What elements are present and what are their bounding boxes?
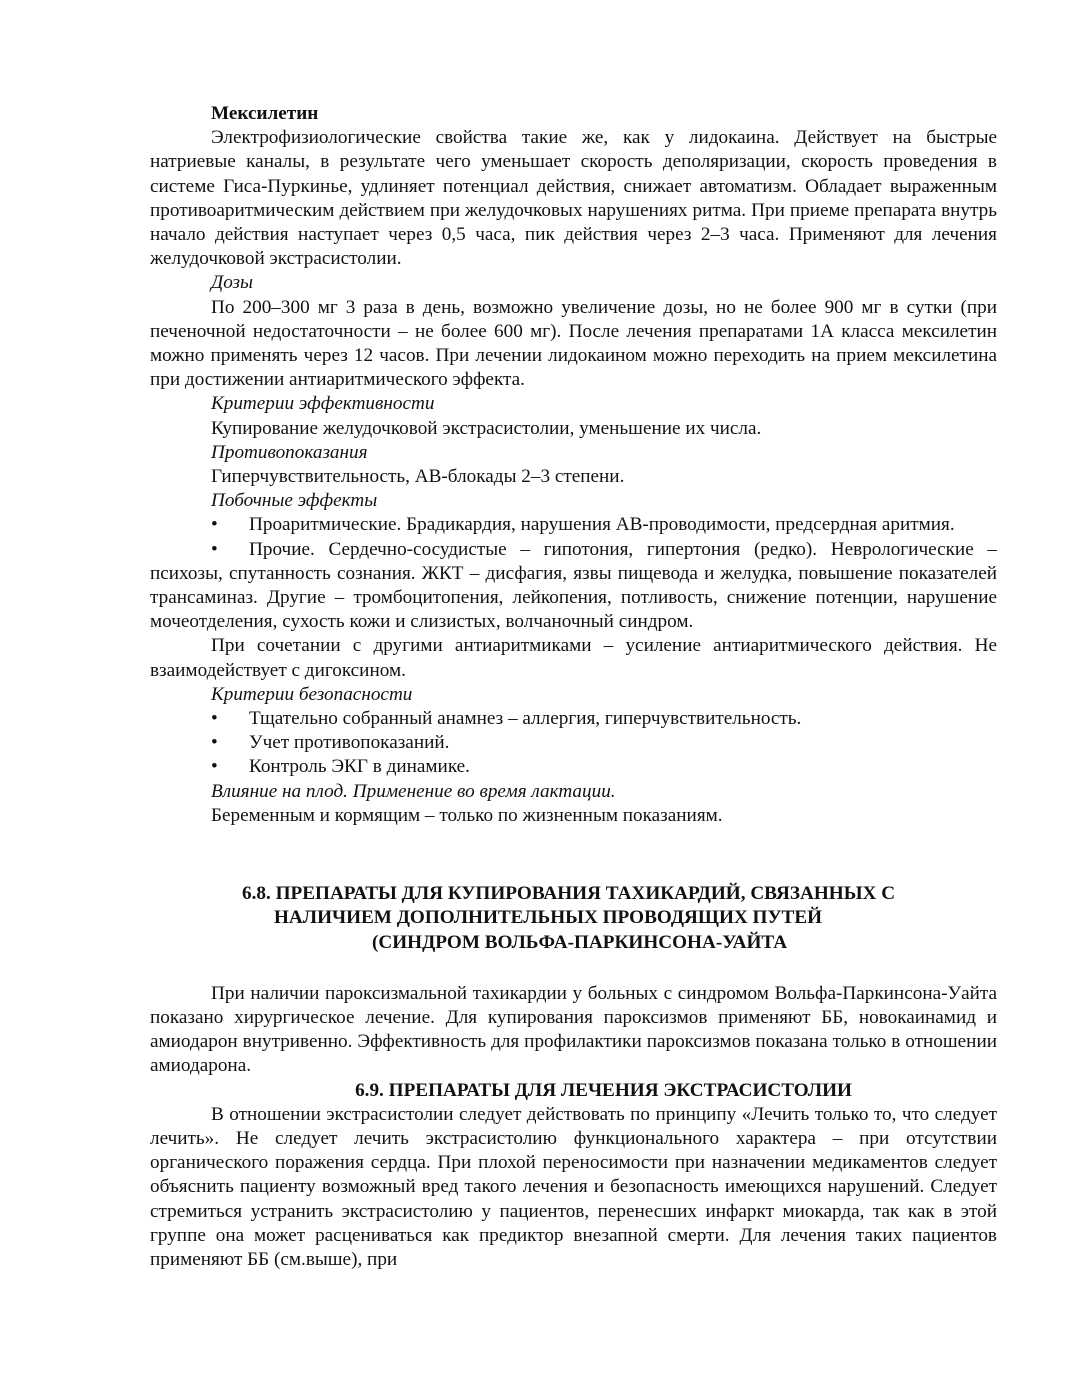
bullet-marker: • [211,732,218,754]
side-effect-item: • Проаритмические. Брадикардия, нарушения АВ-проводимости, предсердная аритмия. [150,513,997,537]
fetus-label: Влияние на плод. Применение во время лактации. [211,780,616,802]
safety-label: Критерии безопасности [211,683,413,705]
section-6-9-text: В отношении экстрасистолии следует действовать по принципу «Лечить только то, что следует лечить». Не следует лечить экстрасистолию функционального характера – при отсутствии органического поражения сердца. При плохой переносимости при назначении медикаментов следует объяснить пациенту возможный вред такого лечения и безопасность имеющихся нарушений. Следует стремиться устранить экстрасистолию у пациентов, перенесших инфаркт миокарда, так как в этой группе она может расцениваться как предиктор внезапной смерти. Для лечения таких пациентов применяют ББ (см.выше), при [150,1103,997,1270]
safety-item: • Тщательно собранный анамнез – аллергия, гиперчувствительность. [150,707,997,731]
section-title-mexiletine: Мексилетин [211,103,319,124]
section-heading-6-8: 6.8. ПРЕПАРАТЫ ДЛЯ КУПИРОВАНИЯ ТАХИКАРДИЙ, СВЯЗАННЫХ С НАЛИЧИЕМ ДОПОЛНИТЕЛЬНЫХ ПРОВОДЯЩИХ ПУТЕЙ (СИНДРОМ ВОЛЬФА-ПАРКИНСОНА-УАЙТА [242,883,896,953]
bullet-marker: • [211,538,218,560]
bullet-marker: • [211,756,218,778]
section-heading-6-9: 6.9. ПРЕПАРАТЫ ДЛЯ ЛЕЧЕНИЯ ЭКСТРАСИСТОЛИИ [355,1079,852,1101]
safety-item: • Учет противопоказаний. [150,731,997,755]
efficacy-label: Критерии эффективности [211,393,435,415]
side-effect-item: • Прочие. Сердечно-сосудистые – гипотония, гипертония (редко). Неврологические – психозы, спутанность сознания. ЖКТ – дисфагия, язвы пищевода и желудка, повышение показателей трансаминаз. Другие – тромбоцитопения, лейкопения, потливость, снижение потенции, нарушение мочеотделения, сухость кожи и слизистых, волчаночный синдром. [150,538,997,633]
bullet-marker: • [211,708,218,730]
section-6-8-text: При наличии пароксизмальной тахикардии у больных с синдромом Вольфа-Паркинсона-Уайта показано хирургическое лечение. Для купирования пароксизмов применяют ББ, новокаинамид и амиодарон внутривенно. Эффективность для профилактики пароксизмов показана только в отношении амиодарона. [150,982,997,1077]
contraindications-text: Гиперчувствительность, АВ-блокады 2–3 степени. [211,466,625,488]
doses-text: По 200–300 мг 3 раза в день, возможно увеличение дозы, но не более 900 мг в сутки (при печеночной недостаточности – не более 600 мг). После лечения препаратами 1А класса мексилетин можно применять через 12 часов. При лечении лидокаином можно переходить на прием мексилетина при достижении антиаритмического эффекта. [150,296,997,391]
mexiletine-description: Электрофизиологические свойства такие же, как у лидокаина. Действует на быстрые натриевые каналы, в результате чего уменьшает скорость деполяризации, скорость проведения в системе Гиса-Пуркинье, удлиняет потенциал действия, снижает автоматизм. Обладает выраженным противоаритмическим действием при желудочковых нарушениях ритма. При приеме препарата внутрь начало действия наступает через 0,5 часа, пик действия через 2–3 часа. Применяют для лечения желудочковой экстрасистолии. [150,127,997,270]
side-effects-label: Побочные эффекты [211,490,378,512]
contraindications-label: Противопоказания [211,441,368,463]
doses-label: Дозы [211,272,254,294]
document-page [150,102,997,1272]
efficacy-text: Купирование желудочковой экстрасистолии, уменьшение их числа. [211,417,762,439]
fetus-text: Беременным и кормящим – только по жизненным показаниям. [211,804,723,826]
safety-item: • Контроль ЭКГ в динамике. [150,755,997,779]
bullet-marker: • [211,514,218,536]
combination-text: При сочетании с другими антиаритмиками – усиление антиаритмического действия. Не взаимодействует с дигоксином. [150,635,997,681]
